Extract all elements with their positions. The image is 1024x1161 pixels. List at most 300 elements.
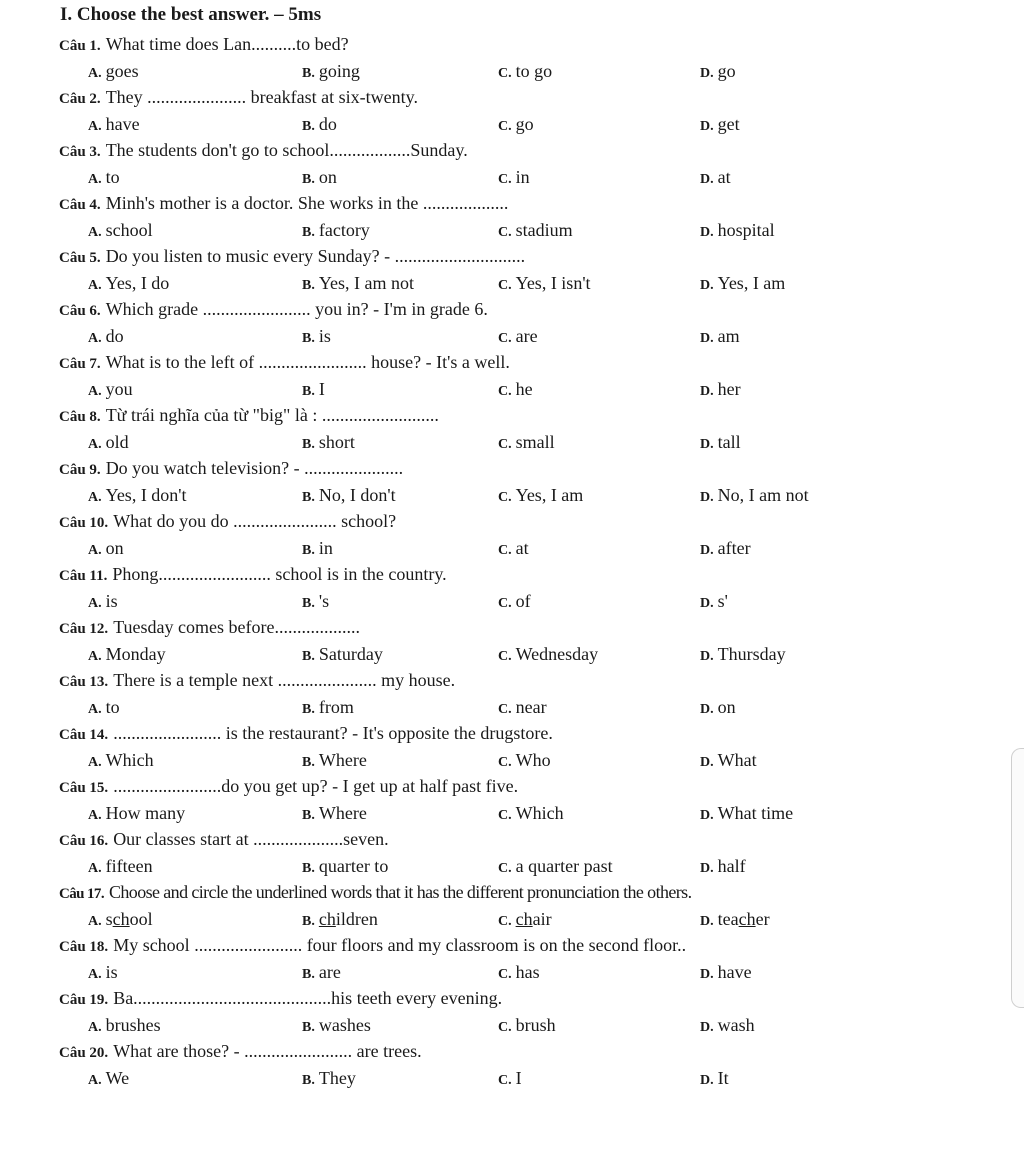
answer-options	[0, 906, 1024, 932]
option-text: wash	[717, 1015, 755, 1035]
option-underlined-part: ch	[318, 909, 336, 929]
option-letter: D.	[700, 172, 714, 187]
option-text: Which	[515, 803, 564, 823]
question-6	[59, 296, 488, 322]
option-b[interactable]	[302, 906, 378, 935]
option-letter: A.	[88, 490, 102, 505]
option-text: in	[515, 167, 530, 187]
question-text: They ...................... breakfast at six-twenty.	[105, 87, 418, 107]
option-a[interactable]	[88, 588, 118, 617]
option-letter: D.	[700, 755, 714, 770]
answer-options	[0, 58, 1024, 84]
option-letter: A.	[88, 649, 102, 664]
option-a[interactable]	[88, 747, 154, 776]
option-letter: B.	[302, 543, 315, 558]
option-text: I	[318, 379, 325, 399]
question-text: What is to the left of ........................ house? - It's a well.	[105, 352, 510, 372]
option-b[interactable]	[302, 1065, 356, 1094]
option-text: has	[515, 962, 540, 982]
option-a[interactable]	[88, 959, 118, 988]
option-b[interactable]	[302, 482, 396, 511]
option-text-part: ool	[129, 909, 153, 929]
option-text: from	[318, 697, 354, 717]
option-c[interactable]	[498, 906, 552, 935]
option-text: going	[318, 61, 360, 81]
question-number: Câu 3.	[59, 144, 101, 160]
question-number: Câu 19.	[59, 992, 109, 1008]
option-text: have	[105, 114, 140, 134]
option-text: Monday	[105, 644, 166, 664]
option-letter: B.	[302, 66, 315, 81]
option-letter: A.	[88, 1020, 102, 1035]
option-text: go	[515, 114, 534, 134]
option-letter: A.	[88, 437, 102, 452]
option-a[interactable]	[88, 482, 187, 511]
option-text: washes	[318, 1015, 371, 1035]
question-text: ........................do you get up? - I get up at half past five.	[113, 776, 519, 796]
option-c[interactable]	[498, 111, 534, 140]
option-text: are	[318, 962, 341, 982]
option-b[interactable]	[302, 323, 331, 352]
option-letter: D.	[700, 649, 714, 664]
option-a[interactable]	[88, 429, 129, 458]
option-text: Yes, I am	[515, 485, 584, 505]
question-text: What do you do ....................... school?	[113, 511, 397, 531]
question-5	[59, 243, 525, 269]
option-letter: C.	[498, 808, 512, 823]
option-text: factory	[318, 220, 370, 240]
option-d[interactable]	[700, 959, 752, 988]
option-text: 's	[318, 591, 330, 611]
question-16	[59, 826, 389, 852]
option-d[interactable]	[700, 853, 746, 882]
option-letter: C.	[498, 490, 512, 505]
section-title: I. Choose the best answer. – 5ms	[60, 4, 322, 25]
option-b[interactable]	[302, 800, 367, 829]
question-19	[59, 985, 502, 1011]
option-letter: B.	[302, 914, 315, 929]
question-text: Which grade ........................ you in? - I'm in grade 6.	[105, 299, 488, 319]
option-d[interactable]	[700, 111, 740, 140]
option-a[interactable]	[88, 641, 166, 670]
option-d[interactable]	[700, 1012, 755, 1041]
option-letter: B.	[302, 119, 315, 134]
option-d[interactable]	[700, 429, 741, 458]
option-letter: A.	[88, 808, 102, 823]
option-text: Where	[318, 803, 367, 823]
option-text: No, I don't	[318, 485, 396, 505]
option-d[interactable]	[700, 588, 728, 617]
option-letter: B.	[302, 384, 315, 399]
option-a[interactable]	[88, 853, 153, 882]
option-d[interactable]	[700, 323, 740, 352]
option-letter: D.	[700, 967, 714, 982]
option-text: half	[717, 856, 746, 876]
option-d[interactable]	[700, 217, 775, 246]
question-2	[59, 84, 418, 110]
option-text: at	[515, 538, 529, 558]
option-text: is	[105, 962, 118, 982]
option-d[interactable]	[700, 164, 731, 193]
option-d[interactable]	[700, 58, 736, 87]
option-a[interactable]	[88, 164, 120, 193]
question-12	[59, 614, 360, 640]
option-letter: D.	[700, 66, 714, 81]
option-text: Thursday	[717, 644, 786, 664]
option-text: They	[318, 1068, 356, 1088]
option-a[interactable]	[88, 535, 124, 564]
option-letter: A.	[88, 543, 102, 558]
option-letter: A.	[88, 278, 102, 293]
question-number: Câu 18.	[59, 939, 109, 955]
option-text: after	[717, 538, 751, 558]
option-b[interactable]	[302, 217, 370, 246]
option-letter: C.	[498, 66, 512, 81]
option-c[interactable]	[498, 694, 547, 723]
question-9	[59, 455, 403, 481]
option-text: near	[515, 697, 547, 717]
option-a[interactable]	[88, 1012, 161, 1041]
option-text: her	[717, 379, 741, 399]
option-d[interactable]	[700, 747, 757, 776]
option-b[interactable]	[302, 1012, 371, 1041]
question-number: Câu 14.	[59, 727, 109, 743]
question-17	[59, 879, 691, 905]
question-number: Câu 12.	[59, 621, 109, 637]
option-text: short	[318, 432, 355, 452]
option-a[interactable]	[88, 906, 153, 935]
option-letter: A.	[88, 384, 102, 399]
option-c[interactable]	[498, 376, 533, 405]
option-text: on	[318, 167, 337, 187]
answer-options	[0, 429, 1024, 455]
option-letter: C.	[498, 119, 512, 134]
option-c[interactable]	[498, 323, 538, 352]
option-b[interactable]	[302, 959, 341, 988]
option-c[interactable]	[498, 1065, 522, 1094]
question-text: Ba............................................his teeth every evening.	[113, 988, 503, 1008]
question-text: Minh's mother is a doctor. She works in the ...................	[105, 193, 509, 213]
answer-options	[0, 641, 1024, 667]
option-text: fifteen	[105, 856, 153, 876]
option-d[interactable]	[700, 535, 751, 564]
option-c[interactable]	[498, 217, 573, 246]
question-text: Our classes start at ....................seven.	[113, 829, 389, 849]
option-text: to go	[515, 61, 553, 81]
answer-options	[0, 853, 1024, 879]
question-text: What are those? - ........................ are trees.	[113, 1041, 422, 1061]
option-d[interactable]	[700, 376, 741, 405]
option-letter: C.	[498, 914, 512, 929]
option-text: s'	[717, 591, 728, 611]
option-text: Yes, I don't	[105, 485, 187, 505]
scrollbar[interactable]	[1011, 748, 1024, 1008]
option-b[interactable]	[302, 429, 355, 458]
option-text: It	[717, 1068, 729, 1088]
option-a[interactable]	[88, 694, 120, 723]
option-a[interactable]	[88, 800, 185, 829]
option-letter: C.	[498, 172, 512, 187]
option-text: Saturday	[318, 644, 383, 664]
option-letter: A.	[88, 914, 102, 929]
option-text: he	[515, 379, 533, 399]
option-letter: C.	[498, 331, 512, 346]
option-letter: A.	[88, 861, 102, 876]
option-b[interactable]	[302, 853, 388, 882]
answer-options	[0, 217, 1024, 243]
answer-options	[0, 535, 1024, 561]
option-d[interactable]	[700, 270, 785, 299]
question-14	[59, 720, 553, 746]
option-text-part: ildren	[335, 909, 378, 929]
question-number: Câu 5.	[59, 250, 101, 266]
option-b[interactable]	[302, 694, 354, 723]
question-number: Câu 20.	[59, 1045, 109, 1061]
option-letter: D.	[700, 119, 714, 134]
question-text: What time does Lan..........to bed?	[105, 34, 349, 54]
question-text: ........................ is the restaurant? - It's opposite the drugstore.	[113, 723, 553, 743]
option-letter: B.	[302, 225, 315, 240]
option-a[interactable]	[88, 323, 124, 352]
option-letter: D.	[700, 1073, 714, 1088]
option-underlined-part: ch	[515, 909, 533, 929]
option-text: quarter to	[318, 856, 389, 876]
option-d[interactable]	[700, 906, 770, 935]
option-text: No, I am not	[717, 485, 809, 505]
question-number: Câu 7.	[59, 356, 101, 372]
answer-options	[0, 959, 1024, 985]
option-letter: C.	[498, 384, 512, 399]
option-letter: A.	[88, 596, 102, 611]
question-number: Câu 15.	[59, 780, 109, 796]
question-number: Câu 1.	[59, 38, 101, 54]
question-8	[59, 402, 439, 428]
option-text: tall	[717, 432, 741, 452]
option-letter: A.	[88, 702, 102, 717]
question-number: Câu 6.	[59, 303, 101, 319]
option-text: Who	[515, 750, 551, 770]
answer-options	[0, 323, 1024, 349]
option-text: to	[105, 697, 120, 717]
question-number: Câu 17.	[59, 886, 104, 902]
question-number: Câu 16.	[59, 833, 109, 849]
option-text: are	[515, 326, 538, 346]
option-letter: A.	[88, 172, 102, 187]
option-d[interactable]	[700, 800, 793, 829]
option-text: is	[105, 591, 118, 611]
option-text: Wednesday	[515, 644, 599, 664]
option-letter: D.	[700, 808, 714, 823]
option-c[interactable]	[498, 588, 531, 617]
option-b[interactable]	[302, 58, 360, 87]
option-letter: C.	[498, 437, 512, 452]
option-letter: D.	[700, 861, 714, 876]
answer-options	[0, 376, 1024, 402]
option-text: Yes, I isn't	[515, 273, 591, 293]
option-text: I	[515, 1068, 522, 1088]
question-number: Câu 4.	[59, 197, 101, 213]
option-text-part: er	[755, 909, 770, 929]
option-b[interactable]	[302, 164, 337, 193]
option-underlined-part: ch	[738, 909, 756, 929]
option-letter: D.	[700, 437, 714, 452]
option-letter: D.	[700, 596, 714, 611]
option-b[interactable]	[302, 376, 325, 405]
option-letter: B.	[302, 278, 315, 293]
option-text-part: air	[532, 909, 552, 929]
question-18	[59, 932, 686, 958]
option-letter: C.	[498, 755, 512, 770]
option-text: of	[515, 591, 531, 611]
option-letter: C.	[498, 702, 512, 717]
option-text: school	[105, 220, 153, 240]
option-letter: A.	[88, 967, 102, 982]
question-text: My school ........................ four floors and my classroom is on the second floor..	[113, 935, 687, 955]
option-c[interactable]	[498, 959, 540, 988]
option-text: have	[717, 962, 752, 982]
option-letter: B.	[302, 1020, 315, 1035]
option-text: What	[717, 750, 757, 770]
option-c[interactable]	[498, 853, 613, 882]
option-letter: C.	[498, 278, 512, 293]
option-text: you	[105, 379, 133, 399]
option-text: on	[717, 697, 736, 717]
option-c[interactable]	[498, 535, 529, 564]
answer-options	[0, 747, 1024, 773]
option-c[interactable]	[498, 800, 564, 829]
option-b[interactable]	[302, 535, 333, 564]
question-text: The students don't go to school..................Sunday.	[105, 140, 468, 160]
option-letter: A.	[88, 1073, 102, 1088]
option-d[interactable]	[700, 694, 736, 723]
option-c[interactable]	[498, 641, 598, 670]
option-b[interactable]	[302, 111, 337, 140]
option-letter: D.	[700, 1020, 714, 1035]
option-text: get	[717, 114, 740, 134]
option-text: to	[105, 167, 120, 187]
question-text: Choose and circle the underlined words that it has the different pronunciation the others.	[108, 882, 692, 902]
answer-options	[0, 164, 1024, 190]
answer-options	[0, 694, 1024, 720]
option-a[interactable]	[88, 58, 139, 87]
question-text: Tuesday comes before...................	[113, 617, 360, 637]
option-text: go	[717, 61, 736, 81]
option-c[interactable]	[498, 270, 591, 299]
answer-options	[0, 588, 1024, 614]
option-letter: C.	[498, 861, 512, 876]
option-d[interactable]	[700, 1065, 729, 1094]
question-11	[59, 561, 447, 587]
option-text: What time	[717, 803, 794, 823]
option-letter: B.	[302, 649, 315, 664]
option-c[interactable]	[498, 482, 583, 511]
option-a[interactable]	[88, 217, 153, 246]
question-4	[59, 190, 508, 216]
answer-options	[0, 800, 1024, 826]
question-text: Do you watch television? - ......................	[105, 458, 404, 478]
option-letter: C.	[498, 543, 512, 558]
option-letter: B.	[302, 172, 315, 187]
question-number: Câu 10.	[59, 515, 109, 531]
option-b[interactable]	[302, 747, 367, 776]
option-text-part: tea	[717, 909, 739, 929]
option-c[interactable]	[498, 747, 551, 776]
option-letter: B.	[302, 861, 315, 876]
option-a[interactable]	[88, 270, 169, 299]
option-c[interactable]	[498, 58, 552, 87]
option-text: brushes	[105, 1015, 161, 1035]
option-b[interactable]	[302, 588, 329, 617]
option-text: Where	[318, 750, 367, 770]
option-text: do	[105, 326, 124, 346]
option-text: goes	[105, 61, 139, 81]
option-text: at	[717, 167, 731, 187]
option-letter: A.	[88, 225, 102, 240]
question-15	[59, 773, 518, 799]
option-text: on	[105, 538, 124, 558]
option-text-part: s	[105, 909, 113, 929]
option-text: We	[105, 1068, 130, 1088]
option-letter: C.	[498, 967, 512, 982]
question-text: Phong......................... school is in the country.	[112, 564, 447, 584]
option-text: in	[318, 538, 333, 558]
option-text: do	[318, 114, 337, 134]
option-text: Which	[105, 750, 154, 770]
option-a[interactable]	[88, 1065, 129, 1094]
question-number: Câu 2.	[59, 91, 101, 107]
option-letter: C.	[498, 1020, 512, 1035]
option-letter: A.	[88, 119, 102, 134]
option-text: brush	[515, 1015, 556, 1035]
option-text: stadium	[515, 220, 573, 240]
option-d[interactable]	[700, 482, 809, 511]
option-text: am	[717, 326, 740, 346]
option-letter: B.	[302, 596, 315, 611]
option-b[interactable]	[302, 270, 414, 299]
question-number: Câu 8.	[59, 409, 101, 425]
option-a[interactable]	[88, 376, 133, 405]
option-d[interactable]	[700, 641, 786, 670]
option-text: Yes, I am	[717, 273, 786, 293]
option-text: hospital	[717, 220, 775, 240]
question-7	[59, 349, 510, 375]
question-number: Câu 13.	[59, 674, 109, 690]
question-13	[59, 667, 455, 693]
option-c[interactable]	[498, 429, 555, 458]
question-text: Từ trái nghĩa của từ "big" là : ..........................	[105, 405, 439, 425]
option-letter: B.	[302, 808, 315, 823]
option-text: small	[515, 432, 555, 452]
answer-options	[0, 111, 1024, 137]
option-c[interactable]	[498, 1012, 556, 1041]
option-text: Yes, I do	[105, 273, 170, 293]
option-text: a quarter past	[515, 856, 613, 876]
question-20	[59, 1038, 422, 1064]
option-b[interactable]	[302, 641, 383, 670]
answer-options	[0, 1065, 1024, 1091]
option-letter: A.	[88, 755, 102, 770]
option-c[interactable]	[498, 164, 530, 193]
option-text: How many	[105, 803, 186, 823]
option-letter: B.	[302, 702, 315, 717]
option-a[interactable]	[88, 111, 140, 140]
question-1	[59, 31, 349, 57]
question-text: There is a temple next ...................... my house.	[113, 670, 456, 690]
answer-options	[0, 270, 1024, 296]
question-10	[59, 508, 396, 534]
option-letter: A.	[88, 331, 102, 346]
question-text: Do you listen to music every Sunday? - .............................	[105, 246, 526, 266]
